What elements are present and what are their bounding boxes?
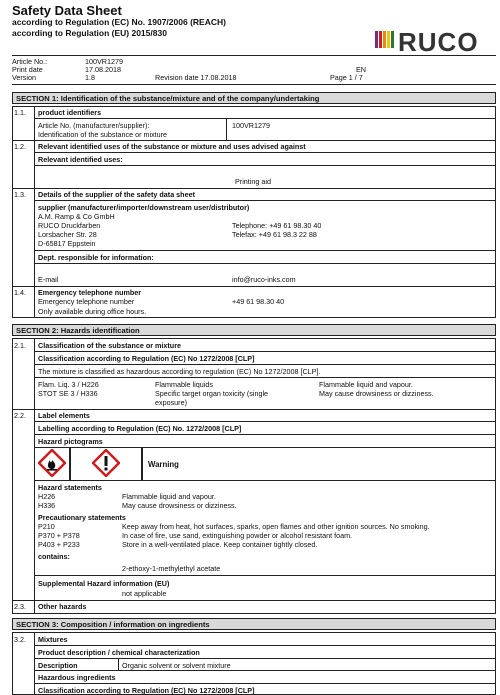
class-row-2-category: Specific target organ toxicity (single <box>155 389 269 398</box>
version-value: 1.8 <box>85 73 95 82</box>
emergency-phone-label: Emergency telephone number <box>38 297 135 306</box>
precaution-code-p370: P370 + P378 <box>38 531 80 540</box>
section-2-3-heading: Other hazards <box>38 602 87 611</box>
class-row-1-statement: Flammable liquid and vapour. <box>319 380 413 389</box>
supplemental-heading: Supplemental Hazard information (EU) <box>38 579 170 588</box>
hazardous-ingredients-heading: Hazardous ingredients <box>38 673 116 682</box>
section-2-2-heading: Label elements <box>38 411 90 420</box>
labelling-heading: Labelling according to Regulation (EC) No. 1272/2008 [CLP] <box>38 424 242 433</box>
relevant-use-value: Printing aid <box>235 177 271 186</box>
supplemental-value: not applicable <box>122 589 167 598</box>
section-3-2-number: 3.2. <box>14 635 26 644</box>
flame-icon <box>38 449 66 477</box>
relevant-uses-label: Relevant identified uses: <box>38 155 123 164</box>
contains-heading: contains: <box>38 552 70 561</box>
section-1-3-heading: Details of the supplier of the safety data sheet <box>38 190 195 199</box>
language-code: EN <box>356 65 366 74</box>
article-manufacturer-label: Article No. (manufacturer/supplier): <box>38 121 150 130</box>
section-1-4-number: 1.4. <box>14 288 26 297</box>
signal-word-cell <box>142 447 496 481</box>
section-1-2-number: 1.2. <box>14 142 26 151</box>
emergency-phone-value: +49 61 98.30 40 <box>232 297 285 306</box>
section-2-1-number: 2.1. <box>14 341 26 350</box>
section-1-1-number: 1.1. <box>14 108 26 117</box>
precaution-code-p210: P210 <box>38 522 55 531</box>
document-subtitle-reach: according to Regulation (EC) No. 1907/2006 (REACH) <box>12 17 226 27</box>
version-label: Version <box>12 73 36 82</box>
precaution-text-p403: Store in a well-ventilated place. Keep container tightly closed. <box>122 540 318 549</box>
description-value: Organic solvent or solvent mixture <box>122 661 231 670</box>
supplier-address-line-1: A.M. Ramp & Co GmbH <box>38 212 115 221</box>
section-2-3-number: 2.3. <box>14 602 26 611</box>
dept-responsible-label: Dept. responsible for information: <box>38 253 154 262</box>
precaution-text-p370: In case of fire, use sand, extinguishing powder or alcohol resistant foam. <box>122 531 353 540</box>
precaution-text-p210: Keep away from heat, hot surfaces, sparks, open flames and other ignition sources. No smoking. <box>122 522 430 531</box>
print-date-label: Print date <box>12 65 43 74</box>
print-date-value: 17.08.2018 <box>85 65 121 74</box>
revision-date: Revision date 17.08.2018 <box>155 73 237 82</box>
mixture-classification-note: The mixture is classified as hazardous according to regulation (EC) No 1272/2008 [CLP]. <box>38 367 321 376</box>
document-subtitle-eu: according to Regulation (EU) 2015/830 <box>12 28 167 38</box>
section-1-2-heading: Relevant identified uses of the substance or mixture and uses advised against <box>38 142 306 151</box>
contains-ingredient: 2-ethoxy-1-methylethyl acetate <box>122 564 221 573</box>
section-3-classification-heading: Classification according to Regulation (EC) No 1272/2008 [CLP] <box>38 686 255 695</box>
section-2-1-heading: Classification of the substance or mixture <box>38 341 181 350</box>
hazard-code-h336: H336 <box>38 501 56 510</box>
hazard-code-h226: H226 <box>38 492 56 501</box>
hazard-text-h226: Flammable liquid and vapour. <box>122 492 216 501</box>
precaution-code-p403: P403 + P233 <box>38 540 80 549</box>
section-1-3-number: 1.3. <box>14 190 26 199</box>
section-1-header: SECTION 1: Identification of the substance/mixture and of the company/undertaking <box>12 92 496 104</box>
precautionary-heading: Precautionary statements <box>38 513 126 522</box>
hazard-pictograms-heading: Hazard pictograms <box>38 437 103 446</box>
section-2-header: SECTION 2: Hazards identification <box>12 324 496 336</box>
article-manufacturer-value: 100VR1279 <box>232 121 270 130</box>
article-value: 100VR1279 <box>85 57 123 66</box>
logo-text: RUCO <box>398 27 479 57</box>
email-label: E-mail <box>38 275 59 284</box>
section-1-1-heading: product identifiers <box>38 108 102 117</box>
identification-label: Identification of the substance or mixture <box>38 130 168 139</box>
classification-heading: Classification according to Regulation (EC) No 1272/2008 [CLP] <box>38 354 255 363</box>
office-hours-note: Only available during office hours. <box>38 307 147 316</box>
product-description-heading: Product description / chemical characterization <box>38 648 200 657</box>
supplier-heading: supplier (manufacturer/importer/downstream user/distributor) <box>38 203 250 212</box>
class-row-1-code: Flam. Liq. 3 / H226 <box>38 380 99 389</box>
class-row-2-code: STOT SE 3 / H336 <box>38 389 98 398</box>
supplier-address-line-3: Lorsbacher Str. 28 <box>38 230 97 239</box>
supplier-address-line-4: D-65817 Eppstein <box>38 239 96 248</box>
email-value: info@ruco-inks.com <box>232 275 296 284</box>
description-label: Description <box>38 661 78 670</box>
section-2-2-number: 2.2. <box>14 411 26 420</box>
document-title: Safety Data Sheet <box>12 3 122 18</box>
section-3-2-heading: Mixtures <box>38 635 68 644</box>
class-row-2-category-cont: exposure) <box>155 398 187 407</box>
section-3-header: SECTION 3: Composition / information on ingredients <box>12 618 496 630</box>
hazard-statements-heading: Hazard statements <box>38 483 102 492</box>
exclamation-mark-icon <box>92 449 120 477</box>
signal-word: Warning <box>148 460 179 469</box>
supplier-address-line-2: RUCO Druckfarben <box>38 221 101 230</box>
page-number: Page 1 / 7 <box>330 73 363 82</box>
supplier-telephone: Telephone: +49 61 98.30 40 <box>232 221 322 230</box>
supplier-telefax: Telefax: +49 61 98.3 22 88 <box>232 230 317 239</box>
hazard-text-h336: May cause drowsiness or dizziness. <box>122 501 237 510</box>
class-row-1-category: Flammable liquids <box>155 380 213 389</box>
article-label: Article No.: <box>12 57 48 66</box>
class-row-2-statement: May cause drowsiness or dizziness. <box>319 389 434 398</box>
section-1-4-heading: Emergency telephone number <box>38 288 142 297</box>
